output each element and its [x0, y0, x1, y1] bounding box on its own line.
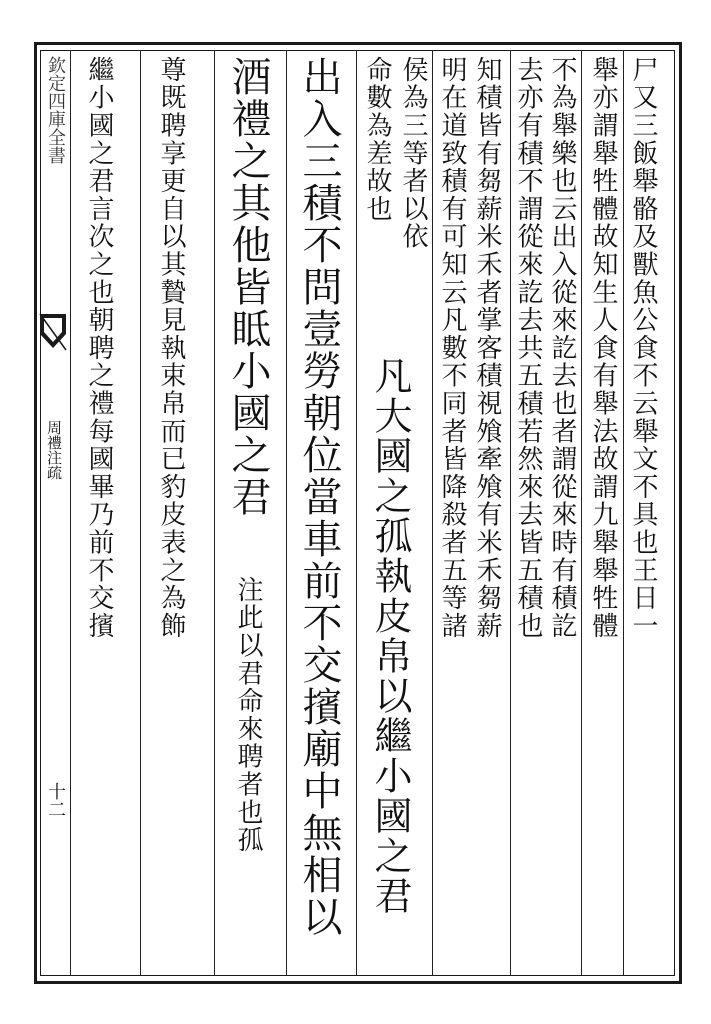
inner-border — [40, 50, 675, 976]
margin-strip — [48, 50, 70, 976]
column-rule — [581, 50, 582, 976]
text-column-7-main: 凡大國之孤執皮帛以繼小國之君 — [368, 356, 412, 916]
fishtail-ornament-icon — [38, 312, 68, 352]
column-rule — [140, 50, 141, 976]
text-column-10-note: 注此以君命來聘者也孤 — [233, 576, 263, 854]
text-column-6: 明在道致積有可知云凡數不同者皆降殺者五等諸 — [437, 56, 467, 640]
text-column-1: 尸又三飯舉骼及獸魚公食不云舉文不具也王日一 — [628, 56, 658, 640]
column-rule — [510, 50, 511, 976]
text-column-2: 舉亦謂舉牲體故知生人食有舉法故謂九舉舉牲體 — [588, 56, 618, 640]
text-column-12: 繼小國之君言次之也朝聘之禮每國畢乃前不交擯 — [84, 56, 114, 640]
page-number: 十二 — [45, 782, 66, 818]
margin-book-title: 周禮注疏 — [45, 420, 63, 480]
text-column-5: 知積皆有芻薪米禾者掌客積視飧牽飧有米禾芻薪 — [472, 56, 502, 640]
column-rule — [70, 50, 71, 976]
text-column-7-note: 侯為三等者以依 — [398, 56, 428, 251]
text-column-10-main: 酒禮之其他皆眡小國之君 — [225, 56, 271, 518]
text-column-4: 去亦有積不謂從來訖去共五積若然來去皆五積也 — [513, 56, 543, 640]
column-rule — [214, 50, 215, 976]
column-rule — [286, 50, 287, 976]
text-column-3: 不為舉樂也云出入從來訖去也者謂從來時有積訖 — [547, 56, 577, 640]
column-rule — [623, 50, 624, 976]
column-rule — [356, 50, 357, 976]
column-rule — [432, 50, 433, 976]
margin-series-title: 欽定四庫全書 — [45, 56, 66, 164]
text-column-9: 出入三積不問壹勞朝位當車前不交擯廟中無相以 — [296, 56, 342, 938]
text-column-11: 尊既聘享更自以其贄見執束帛而已豹皮表之為飾 — [156, 56, 186, 640]
text-column-8: 命數為差故也 — [362, 56, 392, 223]
